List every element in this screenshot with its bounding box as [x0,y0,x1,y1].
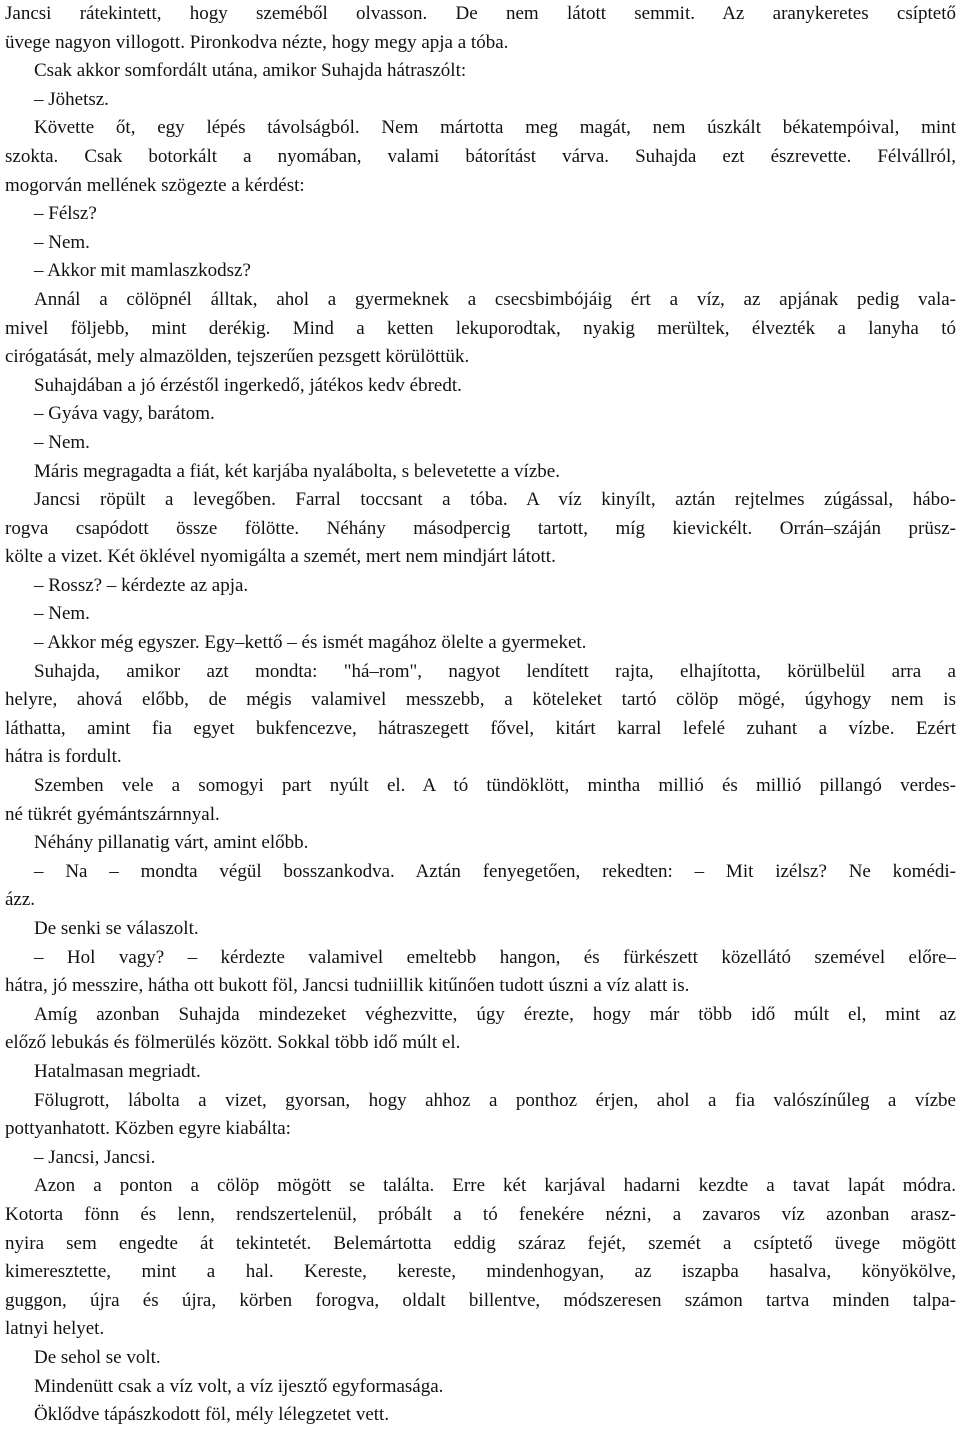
text-line: rogva csapódott össze fölötte. Néhány másodpercig tartott, míg kievickélt. Orrán–száján prüsz- [5,517,956,539]
text-line: láthatta, amint fia egyet bukfencezve, hátraszegett fővel, kitárt karral lefelé zuhant a vízbe. Ezért [5,717,956,739]
text-line: előző lebukás és fölmerülés között. Sokkal több idő múlt el. [5,1032,461,1054]
text-line: Csak akkor somfordált utána, amikor Suhajda hátraszólt: [34,60,467,82]
text-line: költe a vizet. Két öklével nyomigálta a szemét, mert nem mindjárt látott. [5,546,556,568]
text-line: nyira sem engedte át tekintetét. Belemártotta eddig száraz fejét, szemét a csíptető üvege mögött [5,1232,956,1254]
text-line: Követte őt, egy lépés távolságból. Nem mártotta meg magát, nem úszkált békatempóival, mint [34,117,956,139]
text-line: Hatalmasan megriadt. [34,1060,201,1082]
text-line: Azon a ponton a cölöp mögött se találta. Erre két karjával hadarni kezdte a tavat lapát módra. [34,1175,956,1197]
text-line: – Rossz? – kérdezte az apja. [34,574,249,596]
text-line: – Hol vagy? – kérdezte valamivel emeltebb hangon, és fürkészett közellátó szemével előre– [34,946,956,968]
text-line: – Akkor még egyszer. Egy–kettő – és ismét magához ölelte a gyermeket. [34,632,587,654]
text-line: Mindenütt csak a víz volt, a víz ijesztő egyformasága. [34,1375,444,1397]
text-line: pottyanhatott. Közben egyre kiabálta: [5,1118,291,1140]
text-line: cirógatását, mely almazölden, tejszerűen pezsgett körülöttük. [5,346,470,368]
text-line: – Na – mondta végül bosszankodva. Aztán fenyegetően, rekedten: – Mit izélsz? Ne komédi- [34,860,956,882]
text-line: – Akkor mit mamlaszkodsz? [34,260,251,282]
text-line: hátra, jó messzire, hátha ott bukott föl, Jancsi tudniillik kitűnően tudott úszni a víz alatt is. [5,975,690,997]
text-line: helyre, ahová előbb, de mégis valamivel messzebb, a köteleket tartó cölöp mögé, úgyhogy nem is [5,689,956,711]
text-line: – Félsz? [34,203,97,225]
text-line: Amíg azonban Suhajda mindezeket véghezvitte, úgy érezte, hogy már több idő múlt el, mint az [34,1003,956,1025]
text-line: Suhajda, amikor azt mondta: "há–rom", nagyot lendített rajta, elhajította, körülbelül arra a [34,660,956,682]
text-line: – Nem. [34,431,90,453]
text-line: – Gyáva vagy, barátom. [34,403,215,425]
text-line: Szemben vele a somogyi part nyúlt el. A tó tündöklött, mintha millió és millió pillangó verdes- [34,775,956,797]
text-line: Fölugrott, lábolta a vizet, gyorsan, hogy ahhoz a ponthoz érjen, ahol a fia valószínűleg a vízbe [34,1089,956,1111]
text-line: – Nem. [34,603,90,625]
text-line: – Jancsi, Jancsi. [34,1146,156,1168]
text-line: Jancsi röpült a levegőben. Farral toccsant a tóba. A víz kinyílt, aztán rejtelmes zúgással, hábo- [34,489,956,511]
text-line: Annál a cölöpnél álltak, ahol a gyermeknek a csecsbimbójáig ért a víz, az apjának pedig vala- [34,288,956,310]
text-line: hátra is fordult. [5,746,122,768]
text-line: De senki se válaszolt. [34,918,199,939]
text-line: né tükrét gyémántszárnnyal. [5,803,220,825]
text-line: Máris megragadta a fiát, két karjába nyalábolta, s belevetette a vízbe. [34,460,560,482]
document-page [5,0,956,1430]
text-line: Néhány pillanatig várt, amint előbb. [34,832,309,854]
text-line: – Nem. [34,231,90,253]
text-line: latnyi helyet. [5,1318,105,1340]
text-line: Kotorta fönn és lenn, rendszertelenül, próbált a tó fenekére nézni, a zavaros víz azonban arasz- [5,1203,956,1225]
text-line: Jancsi rátekintett, hogy szeméből olvasson. De nem látott semmit. Az aranykeretes csíptető [5,3,956,24]
text-line: De sehol se volt. [34,1346,161,1368]
text-line: guggon, újra és újra, körben forogva, oldalt billentve, módszeresen számon tartva minden talpa- [5,1289,956,1311]
text-line: ázz. [5,889,36,911]
text-line: Öklődve tápászkodott föl, mély lélegzetet vett. [34,1404,390,1426]
text-line: mogorván mellének szögezte a kérdést: [5,174,305,196]
text-line: szokta. Csak botorkált a nyomában, valami bátorítást várva. Suhajda ezt észrevette. Félvállról, [5,145,956,167]
text-line: mivel följebb, mint derékig. Mind a ketten lekuporodtak, nyakig merültek, élvezték a lanyha tó [5,317,956,339]
text-line: kimeresztette, mint a hal. Kereste, kereste, mindenhogyan, az iszapba hasalva, könyökölve, [5,1261,956,1283]
text-line: üvege nagyon villogott. Pironkodva nézte, hogy megy apja a tóba. [5,31,509,53]
text-line: – Jöhetsz. [34,88,109,110]
text-line: Suhajdában a jó érzéstől ingerkedő, játékos kedv ébredt. [34,374,462,396]
